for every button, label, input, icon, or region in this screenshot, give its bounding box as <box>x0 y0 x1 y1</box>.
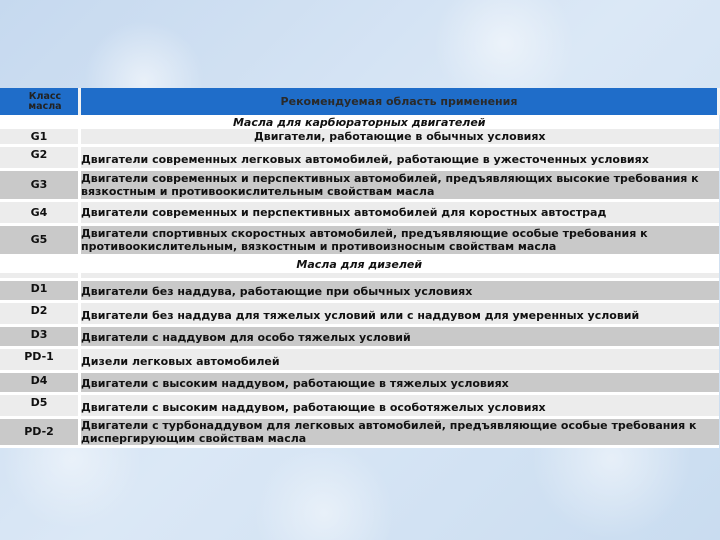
application-cell: Дизели легковых автомобилей <box>80 347 719 371</box>
oil-class-cell: G4 <box>0 200 80 224</box>
application-cell <box>80 169 719 200</box>
table-row <box>0 129 719 145</box>
table-header-row <box>0 88 719 115</box>
table-row <box>0 371 719 393</box>
oil-class-cell: G3 <box>0 169 80 200</box>
table-row <box>0 145 719 169</box>
table-row <box>0 417 719 446</box>
table-row <box>0 301 719 325</box>
application-text: Двигатели с турбонаддувом для легковых автомобилей, предъявляющие особые требования к диспергирующим свойствам масла <box>81 418 697 445</box>
application-cell <box>80 224 719 255</box>
application-cell: Двигатели без наддува для тяжелых условий или с наддувом для умеренных условий <box>80 301 719 325</box>
application-cell: Двигатели с высоким наддувом, работающие в особотяжелых условиях <box>80 393 719 417</box>
table-row <box>0 279 719 301</box>
oil-class-cell: D2 <box>0 301 80 325</box>
table-row <box>0 169 719 200</box>
oil-class-cell: D3 <box>0 325 80 347</box>
oil-class-cell: D1 <box>0 279 80 301</box>
application-cell: Двигатели современных и перспективных автомобилей для коростных автострад <box>80 200 719 224</box>
application-text: Двигатели современных и перспективных автомобилей, предъявляющих высокие требования к вязкостным и противоокислительным свойствам масла <box>81 171 699 198</box>
oil-class-cell: D5 <box>0 393 80 417</box>
application-cell <box>80 417 719 446</box>
oil-class-cell: G5 <box>0 224 80 255</box>
oil-class-cell: D4 <box>0 371 80 393</box>
application-cell: Двигатели без наддува, работающие при обычных условиях <box>80 279 719 301</box>
application-cell: Двигатели с наддувом для особо тяжелых условий <box>80 325 719 347</box>
table-row <box>0 200 719 224</box>
section-title: Масла для дизелей <box>0 255 719 273</box>
header-oil-class: Класс масла <box>0 88 80 115</box>
application-cell: Двигатели, работающие в обычных условиях <box>80 129 719 145</box>
table-row <box>0 325 719 347</box>
oil-class-cell: PD-1 <box>0 347 80 371</box>
oil-class-cell: PD-2 <box>0 417 80 446</box>
table-row <box>0 347 719 371</box>
table-row <box>0 393 719 417</box>
application-cell: Двигатели современных легковых автомобилей, работающие в ужесточенных условиях <box>80 145 719 169</box>
section-title-row <box>0 255 719 273</box>
table-row <box>0 224 719 255</box>
application-cell: Двигатели с высоким наддувом, работающие в тяжелых условиях <box>80 371 719 393</box>
section-title-row <box>0 115 719 129</box>
oil-class-cell: G1 <box>0 129 80 145</box>
oil-class-cell: G2 <box>0 145 80 169</box>
application-text: Двигатели спортивных скоростных автомобилей, предъявляющие особые требования к противоокислительным, вязкостным и противоизносным свойствам масла <box>81 226 648 253</box>
header-application: Рекомендуемая область применения <box>80 88 719 115</box>
oil-class-table <box>0 88 720 448</box>
section-title: Масла для карбюраторных двигателей <box>0 115 719 129</box>
